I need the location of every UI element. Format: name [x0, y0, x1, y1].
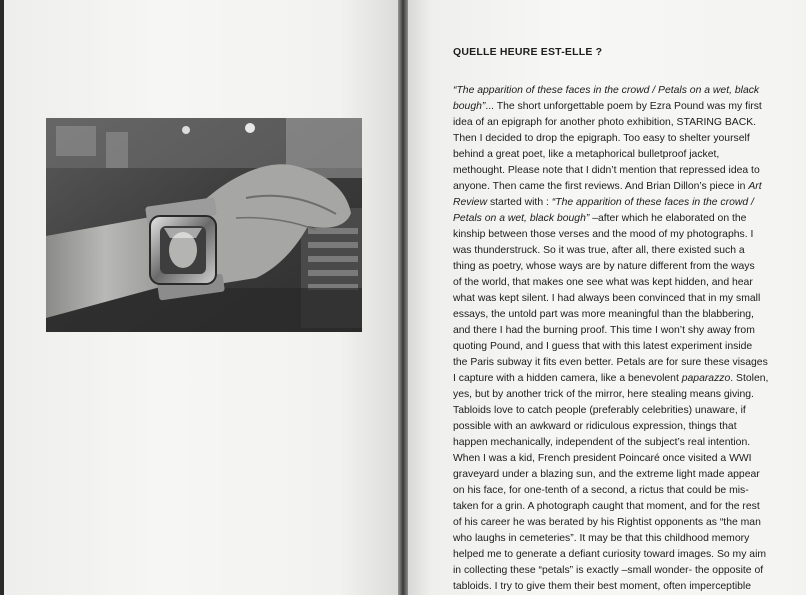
text-segment: graveyard under a blazing sun, and the extreme light made appear	[453, 469, 760, 480]
text-line	[453, 307, 793, 323]
text-segment: happen mechanically, independent of the subject’s real intention.	[453, 437, 751, 448]
text-segment: helped me to generate a defiant curiosity toward images. So my aim	[453, 549, 767, 560]
text-line	[453, 515, 793, 531]
italic-text: Art	[748, 181, 762, 192]
italic-text: Review	[453, 197, 488, 208]
text-line	[453, 547, 793, 563]
text-line	[453, 99, 793, 115]
photo-illustration	[46, 118, 362, 332]
text-line	[453, 275, 793, 291]
text-segment: . Stolen,	[730, 373, 769, 384]
text-segment: possible with an awkward or ridiculous expression, things that	[453, 421, 737, 432]
text-segment: what was kept silent. I had always been convinced that in my small	[453, 293, 761, 304]
text-line	[453, 83, 793, 99]
text-line	[453, 227, 793, 243]
text-line	[453, 451, 793, 467]
text-segment: on his face, for one-tenth of a second, a rictus that could be mis-	[453, 485, 749, 496]
text-line	[453, 355, 793, 371]
text-line	[453, 579, 793, 595]
text-segment: behind a great poet, like a metaphorical bulletproof jacket,	[453, 149, 720, 160]
text-segment: thing as poetry, whose ways are by nature different from the ways	[453, 261, 755, 272]
text-segment: yes, but by another trick of the mirror, here stealing means giving.	[453, 389, 754, 400]
text-line	[453, 387, 793, 403]
text-line	[453, 499, 793, 515]
essay-body-text	[453, 83, 793, 595]
text-segment: taken for a grin. A photograph caught that moment, and for the rest	[453, 501, 760, 512]
text-segment: idea of an epigraph for another photo exhibition, STARING BACK.	[453, 117, 757, 128]
text-segment: ... The short unforgettable poem by Ezra Pound was my first	[485, 101, 762, 112]
text-line	[453, 435, 793, 451]
text-line	[453, 243, 793, 259]
text-line	[453, 291, 793, 307]
text-line	[453, 563, 793, 579]
italic-text: paparazzo	[681, 373, 731, 384]
text-segment: essays, the untold part was more meaningful than the blabbering,	[453, 309, 754, 320]
text-line	[453, 531, 793, 547]
wristwatch-photo	[46, 118, 362, 332]
text-line	[453, 403, 793, 419]
page-heading: QUELLE HEURE EST-ELLE ?	[453, 46, 603, 58]
text-segment: When I was a kid, French president Poincaré once visited a WWI	[453, 453, 752, 464]
text-line	[453, 131, 793, 147]
text-line	[453, 179, 793, 195]
text-line	[453, 323, 793, 339]
text-segment: started with :	[487, 197, 552, 208]
text-line	[453, 195, 793, 211]
text-line	[453, 115, 793, 131]
text-segment: tabloids. I try to give them their best moment, often imperceptible	[453, 581, 752, 592]
italic-text: bough”	[453, 101, 486, 112]
text-segment: anyone. Then came the first reviews. And Brian Dillon’s piece in	[453, 181, 749, 192]
text-segment: and there I had the burning proof. This time I won’t shy away from	[453, 325, 755, 336]
text-segment: Tabloids love to catch people (preferably celebrities) unaware, if	[453, 405, 746, 416]
text-line	[453, 467, 793, 483]
text-line	[453, 339, 793, 355]
text-segment: of the world, that makes one see what was kept hidden, and hear	[453, 277, 753, 288]
text-segment: quoting Pound, and I guess that with this latest experiment inside	[453, 341, 753, 352]
text-line	[453, 259, 793, 275]
text-segment: the Paris subway it fits even better. Petals are for sure these visages	[453, 357, 768, 368]
text-segment: methought. Please note that I didn’t mention that repressed idea to	[453, 165, 760, 176]
book-gutter	[398, 0, 408, 595]
text-line	[453, 211, 793, 227]
text-line	[453, 163, 793, 179]
text-segment: of his career he was berated by his Rightist opponents as “the man	[453, 517, 761, 528]
text-segment: who laughs in cemeteries”. It may be that this childhood memory	[453, 533, 750, 544]
text-segment: I capture with a hidden camera, like a benevolent	[453, 373, 682, 384]
text-segment: Then I decided to drop the epigraph. Too easy to shelter yourself	[453, 133, 750, 144]
text-line	[453, 483, 793, 499]
text-segment: –after which he elaborated on the	[589, 213, 747, 224]
italic-text: “The apparition of these faces in the crowd / Petals on a wet, black	[453, 85, 760, 96]
italic-text: Petals on a wet, black bough”	[453, 213, 590, 224]
italic-text: “The apparition of these faces in the crowd /	[551, 197, 754, 208]
text-segment: kinship between those verses and the mood of my photographs. I	[453, 229, 754, 240]
text-line	[453, 147, 793, 163]
text-line	[453, 371, 793, 387]
text-line	[453, 419, 793, 435]
text-segment: in collecting these “petals” is exactly –small wonder- the opposite of	[453, 565, 764, 576]
text-segment: was thunderstruck. So it was true, after all, there existed such a	[453, 245, 745, 256]
